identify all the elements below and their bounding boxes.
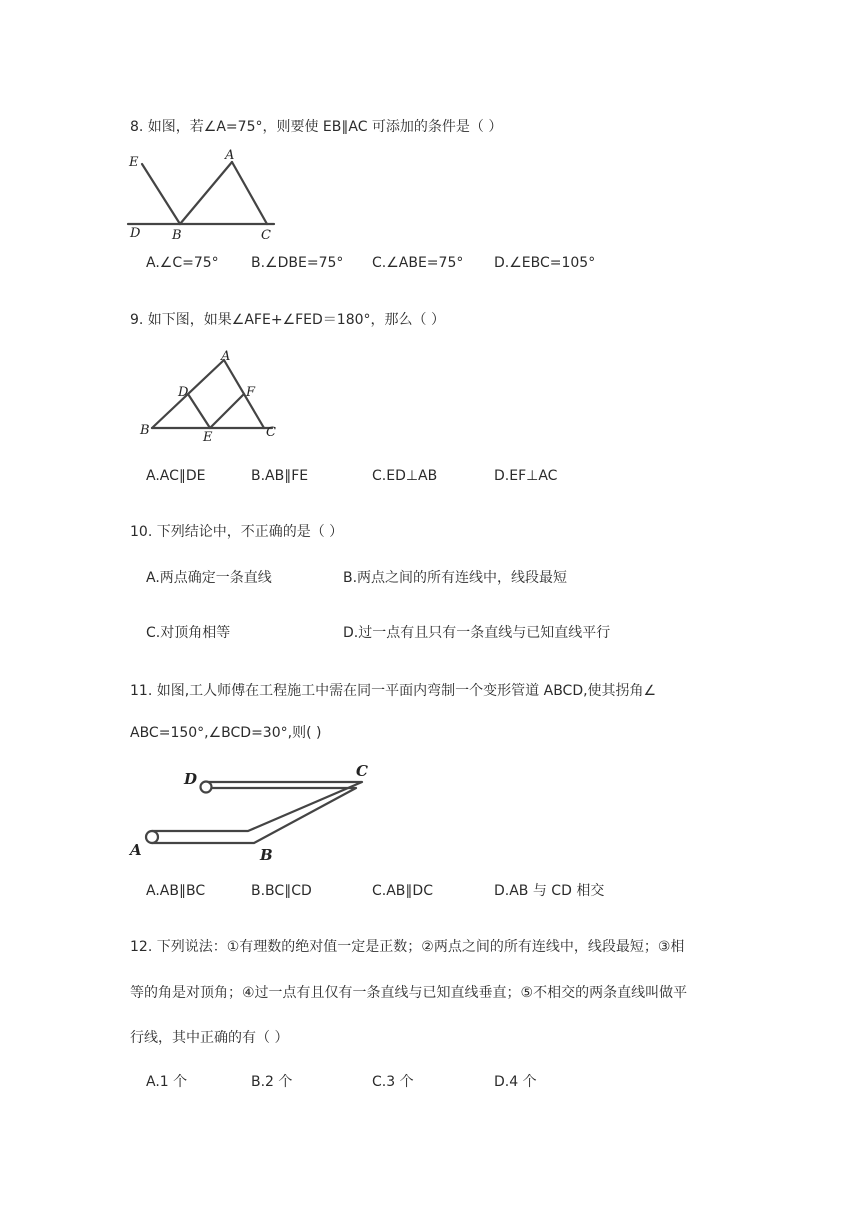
q9-figure [138,348,284,444]
q8-option-a: A.∠C=75° [146,255,219,271]
q11-option-b: B.BC∥CD [251,883,312,899]
question-8-stem: 8. 如图，若∠A=75°，则要使 EB∥AC 可添加的条件是（ ） [130,119,503,135]
q11-pipe-end-a [146,831,158,843]
q11-pipe-figure [124,756,384,866]
question-12-stem-line-3: 行线，其中正确的有（ ） [130,1030,289,1046]
q9-label-d: D [178,385,189,400]
q9-option-b: B.AB∥FE [251,468,309,484]
q8-label-a: A [225,148,235,163]
question-9-stem: 9. 如下图，如果∠AFE+∠FED＝180°，那么（ ） [130,312,445,328]
q9-option-a: A.AC∥DE [146,468,206,484]
q11-option-a: A.AB∥BC [146,883,206,899]
q8-figure [124,146,284,242]
q8-label-e: E [129,155,139,170]
q10-option-b: B.两点之间的所有连线中，线段最短 [343,570,568,586]
q11-label-b: B [260,846,273,864]
question-10-stem: 10. 下列结论中，不正确的是（ ） [130,524,344,540]
q9-line-ef [210,394,244,428]
q11-pipe-wall-outer [152,782,362,831]
q10-option-c: C.对顶角相等 [146,625,231,641]
q8-option-b: B.∠DBE=75° [251,255,344,271]
q8-option-c: C.∠ABE=75° [372,255,464,271]
q8-line-ba [180,162,232,224]
q8-label-c: C [261,228,271,242]
q9-option-d: D.EF⊥AC [494,468,558,484]
q9-label-c: C [266,425,276,440]
question-12-stem-line-2: 等的角是对顶角；④过一点有且仅有一条直线与已知直线垂直；⑤不相交的两条直线叫做平 [130,985,688,1001]
q8-line-ac [232,162,267,224]
q11-label-c: C [356,762,368,780]
q12-option-d: D.4 个 [494,1074,537,1090]
q11-pipe-wall-inner [152,788,356,843]
q8-label-b: B [172,228,182,242]
q11-option-d: D.AB 与 CD 相交 [494,883,605,899]
q12-option-c: C.3 个 [372,1074,414,1090]
q11-option-c: C.AB∥DC [372,883,433,899]
q12-option-b: B.2 个 [251,1074,293,1090]
q8-line-eb [142,164,180,224]
q10-option-d: D.过一点有且只有一条直线与已知直线平行 [343,625,611,641]
question-12-stem-line-1: 12. 下列说法：①有理数的绝对值一定是正数；②两点之间的所有连线中，线段最短；③相 [130,939,685,955]
q8-option-d: D.∠EBC=105° [494,255,596,271]
q11-label-a: A [130,841,142,859]
q9-label-e: E [203,430,213,444]
q9-label-a: A [221,349,231,364]
q9-label-b: B [140,423,150,438]
q9-label-f: F [246,385,256,400]
q10-option-a: A.两点确定一条直线 [146,570,272,586]
q11-label-d: D [184,770,198,788]
q9-option-c: C.ED⊥AB [372,468,438,484]
q12-option-a: A.1 个 [146,1074,188,1090]
q8-label-d: D [130,226,141,241]
question-11-stem-line-1: 11. 如图,工人师傅在工程施工中需在同一平面内弯制一个变形管道 ABCD,使其拐角∠ [130,683,657,699]
question-11-stem-line-2: ABC=150°,∠BCD=30°,则( ) [130,725,322,741]
q11-pipe-end-d [201,782,212,793]
q9-line-de [188,394,210,428]
